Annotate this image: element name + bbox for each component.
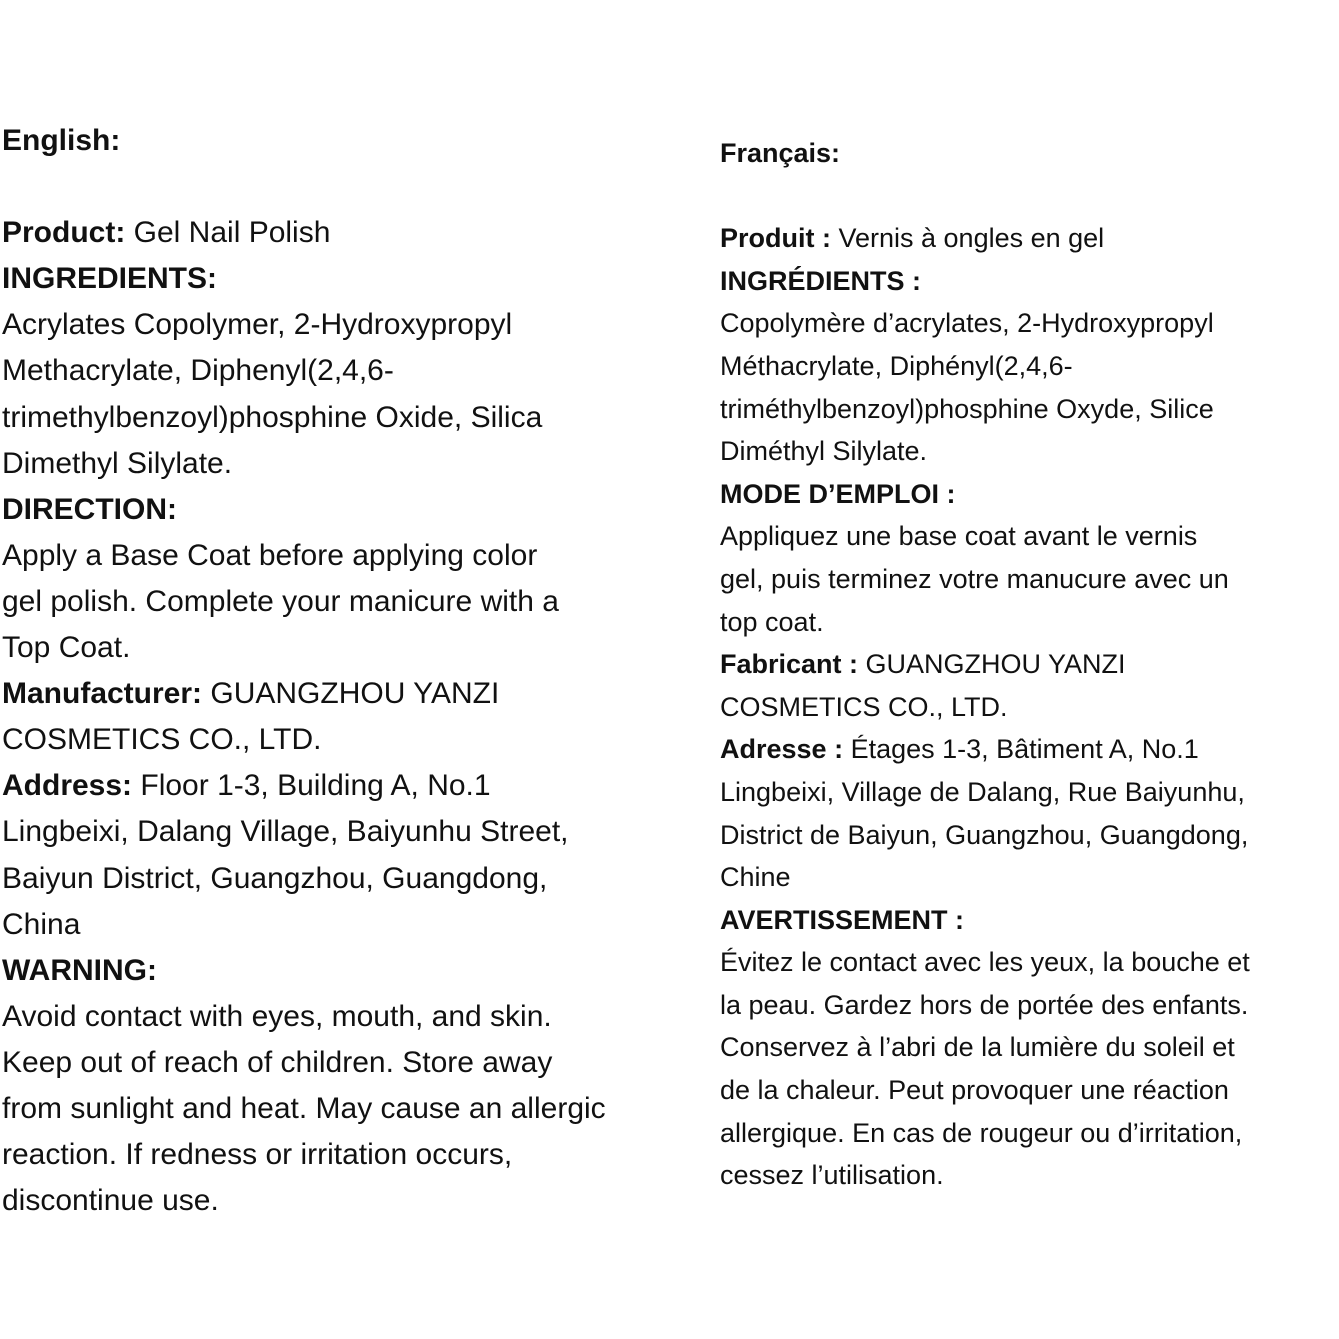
manufacturer-value: GUANGZHOU YANZI <box>858 649 1126 680</box>
product-value: Gel Nail Polish <box>125 216 331 250</box>
ingredients-line: Diméthyl Silylate. <box>720 436 928 467</box>
address-line <box>2 763 702 809</box>
french-heading: Français: <box>720 138 841 168</box>
address-line <box>720 728 1339 771</box>
spacer <box>2 164 702 210</box>
address-cont: Lingbeixi, Dalang Village, Baiyunhu Street, <box>2 815 569 849</box>
warning-line: discontinue use. <box>2 1184 219 1218</box>
french-column <box>720 132 1339 1197</box>
ingredients-label: INGREDIENTS: <box>2 262 218 296</box>
product-line <box>720 217 1339 260</box>
warning-line: cessez l’utilisation. <box>720 1160 944 1191</box>
warning-line: Conservez à l’abri de la lumière du soleil et <box>720 1032 1235 1063</box>
warning-line: allergique. En cas de rougeur ou d’irritation, <box>720 1117 1243 1148</box>
ingredients-line: Dimethyl Silylate. <box>2 446 233 480</box>
product-line <box>2 210 702 256</box>
direction-line: Top Coat. <box>2 631 131 665</box>
address-cont: Lingbeixi, Village de Dalang, Rue Baiyunhu, <box>720 776 1245 807</box>
english-heading: English: <box>2 124 121 157</box>
address-cont: District de Baiyun, Guangzhou, Guangdong, <box>720 819 1249 850</box>
address-label: Adresse : <box>720 734 844 765</box>
ingredients-line: Methacrylate, Diphenyl(2,4,6- <box>2 354 394 388</box>
ingredients-label: INGRÉDIENTS : <box>720 265 922 296</box>
address-value: Étages 1-3, Bâtiment A, No.1 <box>843 734 1199 765</box>
direction-label: DIRECTION: <box>2 492 177 526</box>
warning-line: reaction. If redness or irritation occurs, <box>2 1138 513 1172</box>
address-label: Address: <box>2 769 133 803</box>
warning-line: de la chaleur. Peut provoquer une réaction <box>720 1075 1229 1106</box>
direction-line: Appliquez une base coat avant le vernis <box>720 521 1198 552</box>
ingredients-line: triméthylbenzoyl)phosphine Oxyde, Silice <box>720 393 1214 424</box>
manufacturer-value: GUANGZHOU YANZI <box>202 677 500 711</box>
warning-line: la peau. Gardez hors de portée des enfants. <box>720 989 1249 1020</box>
product-value: Vernis à ongles en gel <box>830 223 1105 254</box>
direction-label: MODE D’EMPLOI : <box>720 478 956 509</box>
manufacturer-label: Fabricant : <box>720 649 859 680</box>
spacer <box>720 175 1339 218</box>
warning-label: AVERTISSEMENT : <box>720 904 965 935</box>
direction-line: gel polish. Complete your manicure with a <box>2 584 559 618</box>
warning-line: Keep out of reach of children. Store away <box>2 1045 553 1079</box>
product-label: Produit : <box>720 223 831 254</box>
warning-line: Avoid contact with eyes, mouth, and skin. <box>2 999 552 1033</box>
warning-label: WARNING: <box>2 953 157 987</box>
ingredients-line: Méthacrylate, Diphényl(2,4,6- <box>720 350 1073 381</box>
ingredients-line: Acrylates Copolymer, 2-Hydroxypropyl <box>2 308 513 342</box>
ingredients-line: trimethylbenzoyl)phosphine Oxide, Silica <box>2 400 543 434</box>
address-cont: China <box>2 907 81 941</box>
manufacturer-label: Manufacturer: <box>2 677 203 711</box>
english-column <box>2 118 702 1224</box>
direction-line: top coat. <box>720 606 824 637</box>
ingredients-line: Copolymère d’acrylates, 2-Hydroxypropyl <box>720 308 1214 339</box>
manufacturer-line <box>720 643 1339 686</box>
product-label: Product: <box>2 216 126 250</box>
warning-line: from sunlight and heat. May cause an allergic <box>2 1091 606 1125</box>
direction-line: Apply a Base Coat before applying color <box>2 538 538 572</box>
address-cont: Chine <box>720 862 791 893</box>
direction-line: gel, puis terminez votre manucure avec un <box>720 563 1229 594</box>
manufacturer-line <box>2 671 702 717</box>
address-cont: Baiyun District, Guangzhou, Guangdong, <box>2 861 548 895</box>
warning-line: Évitez le contact avec les yeux, la bouche et <box>720 947 1250 978</box>
address-value: Floor 1-3, Building A, No.1 <box>132 769 491 803</box>
manufacturer-cont: COSMETICS CO., LTD. <box>720 691 1008 722</box>
manufacturer-cont: COSMETICS CO., LTD. <box>2 723 322 757</box>
